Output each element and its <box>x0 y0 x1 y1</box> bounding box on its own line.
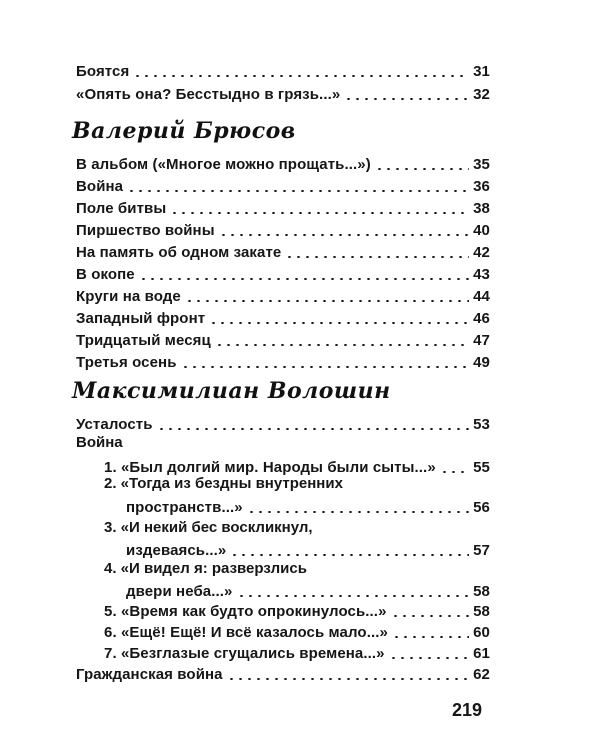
dot-leader <box>209 322 469 324</box>
toc-entry-page: 40 <box>473 222 490 239</box>
toc-entry <box>76 80 490 104</box>
toc-entry-page: 56 <box>473 499 490 516</box>
toc-entry <box>76 172 490 196</box>
toc-entry-title: Тридцатый месяц <box>76 332 211 349</box>
toc-entry <box>76 660 490 684</box>
toc-entry <box>76 348 490 372</box>
toc-entry-title: Усталость <box>76 416 153 433</box>
toc-entry <box>76 194 490 218</box>
toc-entry-title-line: 2. «Тогда из бездны внутренних <box>104 475 343 492</box>
toc-entry <box>76 57 490 81</box>
dot-leader <box>227 678 469 680</box>
toc-entry-title: Война <box>76 178 124 195</box>
dot-leader <box>133 75 469 77</box>
toc-entry <box>76 282 490 306</box>
dot-leader <box>392 636 469 638</box>
toc-entry-title: В окопе <box>76 266 135 283</box>
toc-entry-page: 36 <box>473 178 490 195</box>
author-heading: Валерий Брюсов <box>72 118 296 144</box>
dot-leader <box>127 190 469 192</box>
toc-entry-title: Поле битвы <box>76 200 167 217</box>
toc-entry-title: Гражданская война <box>76 666 223 683</box>
toc-entry-title: Круги на воде <box>76 288 181 305</box>
toc-entry-page: 42 <box>473 244 490 261</box>
toc-entry-page: 43 <box>473 266 490 283</box>
toc-entry-title: Пиршество войны <box>76 222 215 239</box>
dot-leader <box>230 554 469 556</box>
dot-leader <box>170 212 469 214</box>
toc-entry-title: Третья осень <box>76 354 177 371</box>
toc-entry-page: 55 <box>473 459 490 476</box>
toc-entry-title: пространств...» <box>126 499 243 516</box>
toc-entry-page: 53 <box>473 416 490 433</box>
toc-entry-page: 61 <box>473 645 490 662</box>
toc-entry-title: 6. «Ещё! Ещё! И всё казалось мало...» <box>104 624 388 641</box>
toc-entry-page: 62 <box>473 666 490 683</box>
dot-leader <box>215 344 469 346</box>
toc-entry-title: На память об одном закате <box>76 244 282 261</box>
toc-entry-page: 31 <box>473 63 490 80</box>
toc-entry-page: 58 <box>473 603 490 620</box>
toc-entry-title: 1. «Был долгий мир. Народы были сыты...» <box>104 459 436 476</box>
toc-entry <box>76 216 490 240</box>
dot-leader <box>157 428 469 430</box>
toc-entry-title: 5. «Время как будто опрокинулось...» <box>104 603 387 620</box>
author-heading: Максимилиан Волошин <box>72 378 391 404</box>
dot-leader <box>247 511 469 513</box>
toc-entry <box>76 410 490 434</box>
toc-entry-page: 32 <box>473 86 490 103</box>
toc-entry <box>104 493 490 517</box>
toc-entry-title-line: 3. «И некий бес воскликнул, <box>104 519 313 536</box>
dot-leader <box>185 300 469 302</box>
toc-entry-page: 60 <box>473 624 490 641</box>
toc-entry <box>76 238 490 262</box>
dot-leader <box>440 471 469 473</box>
toc-entry-title: Западный фронт <box>76 310 206 327</box>
dot-leader <box>344 98 469 100</box>
toc-entry-page: 46 <box>473 310 490 327</box>
dot-leader <box>285 256 469 258</box>
toc-entry <box>76 260 490 284</box>
dot-leader <box>375 168 469 170</box>
toc-entry-page: 35 <box>473 156 490 173</box>
toc-entry <box>76 326 490 350</box>
dot-leader <box>391 615 469 617</box>
dot-leader <box>389 657 469 659</box>
toc-entry <box>76 304 490 328</box>
page-number: 219 <box>452 700 483 720</box>
toc-entry-title: 7. «Безглазые сгущались времена...» <box>104 645 385 662</box>
toc-entry-title: двери неба...» <box>126 583 233 600</box>
toc-group-heading: Война <box>76 434 123 451</box>
toc-entry-title: В альбом («Многое можно прощать...») <box>76 156 371 173</box>
dot-leader <box>181 366 469 368</box>
toc-entry-page: 49 <box>473 354 490 371</box>
toc-entry-title: «Опять она? Бесстыдно в грязь...» <box>76 86 341 103</box>
dot-leader <box>139 278 469 280</box>
dot-leader <box>219 234 469 236</box>
toc-entry-page: 58 <box>473 583 490 600</box>
toc-entry <box>104 536 490 560</box>
toc-entry-page: 47 <box>473 332 490 349</box>
toc-entry-page: 38 <box>473 200 490 217</box>
toc-entry-title: Боятся <box>76 63 130 80</box>
toc-entry-page: 57 <box>473 542 490 559</box>
toc-entry-title: издеваясь...» <box>126 542 227 559</box>
toc-entry-page: 44 <box>473 288 490 305</box>
toc-entry <box>76 150 490 174</box>
toc-entry-title-line: 4. «И видел я: разверзлись <box>104 560 307 577</box>
